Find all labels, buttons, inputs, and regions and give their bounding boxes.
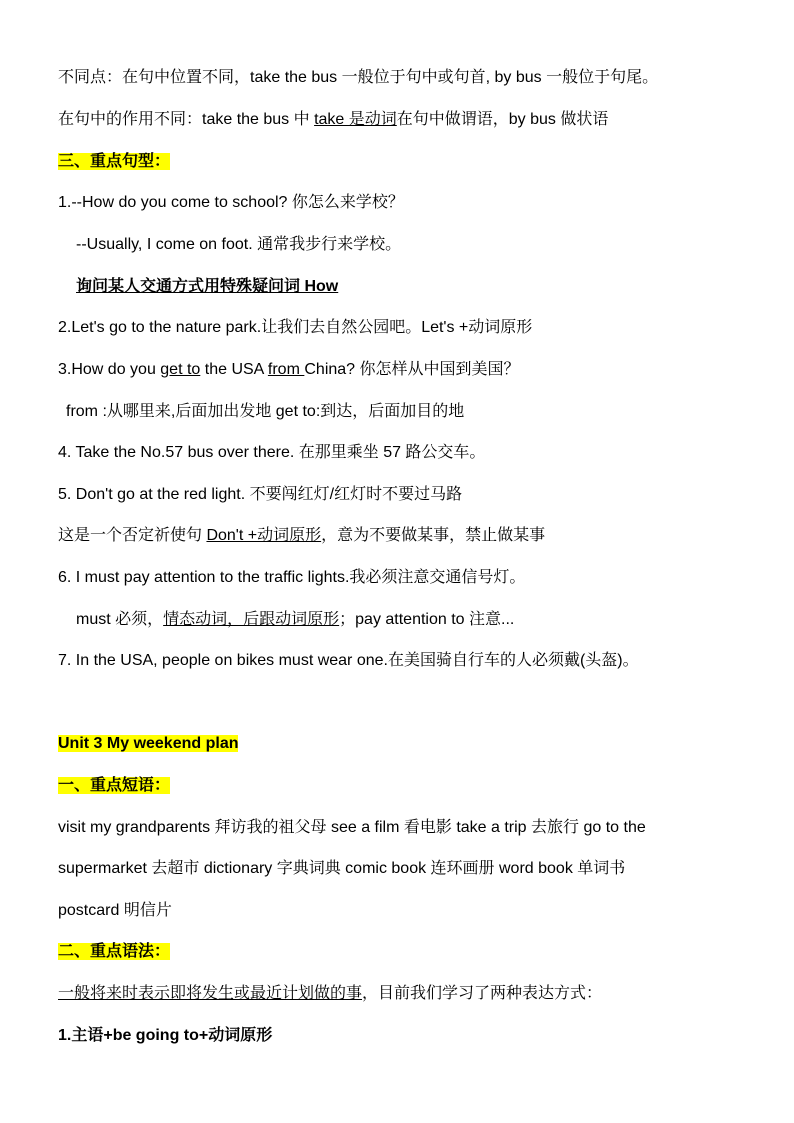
- text-span: ；pay attention to 注意...: [339, 611, 515, 628]
- text-span: 不同点：在句中位置不同，take the bus 一般位于句中或句首, by bus 一般位于句尾。: [58, 69, 659, 86]
- text-span: 4. Take the No.57 bus over there. 在那里乘坐 57 路公交车。: [58, 444, 486, 461]
- text-span: the USA: [200, 361, 268, 378]
- text-span: 在句中做谓语，by bus 做状语: [396, 111, 609, 128]
- text-span: 这是一个否定祈使句: [58, 527, 207, 544]
- text-span: visit my grandparents 拜访我的祖父母 see a film 看电影 take a trip 去旅行 go to the: [58, 819, 646, 836]
- sentence-1-answer: [76, 233, 401, 257]
- sentence-3: [58, 358, 520, 382]
- sentence-2: [58, 316, 532, 340]
- underlined-text: Don't +动词原形: [206, 527, 322, 544]
- sentence-6: [58, 566, 525, 590]
- highlighted-heading: 二、重点语法：: [58, 943, 171, 960]
- text-span: 在句中的作用不同：take the bus 中: [58, 111, 315, 128]
- underlined-text: from: [267, 361, 305, 378]
- sentence-1-question: [58, 191, 404, 215]
- text-line-difference-function: [58, 108, 608, 132]
- text-span: 1.--How do you come to school? 你怎么来学校？: [58, 194, 404, 211]
- unit-title: [58, 732, 238, 756]
- underlined-text: take 是动词: [314, 111, 397, 128]
- note-from-get-to: [66, 400, 464, 424]
- underlined-text: get to: [160, 361, 201, 378]
- text-span: postcard 明信片: [58, 902, 172, 919]
- highlighted-heading: 三、重点句型：: [58, 153, 171, 170]
- phrases-line-2: [58, 857, 625, 881]
- text-span: ，目前我们学习了两种表达方式：: [362, 985, 603, 1002]
- text-span: China? 你怎样从中国到美国？: [304, 361, 520, 378]
- text-span: ，意为不要做某事，禁止做某事: [321, 527, 546, 544]
- text-span: 3.How do you: [58, 361, 161, 378]
- section-heading-grammar: [58, 940, 170, 964]
- text-span: 2.Let's go to the nature park.让我们去自然公园吧。Let's +动词原形: [58, 319, 533, 336]
- phrases-line-3: [58, 899, 172, 923]
- note-how-question: [76, 275, 338, 299]
- text-span: 7. In the USA, people on bikes must wear one.在美国骑自行车的人必须戴(头盔)。: [58, 652, 639, 669]
- text-line-difference-position: [58, 66, 658, 90]
- grammar-intro: [58, 982, 602, 1006]
- text-span: 5. Don't go at the red light. 不要闯红灯/红灯时不要过马路: [58, 486, 463, 503]
- note-negative-imperative: [58, 524, 545, 548]
- text-span: supermarket 去超市 dictionary 字典词典 comic book 连环画册 word book 单词书: [58, 860, 626, 877]
- sentence-4: [58, 441, 485, 465]
- underlined-text: 一般将来时表示即将发生或最近计划做的事: [58, 985, 363, 1002]
- phrases-line-1: [58, 816, 646, 840]
- highlighted-heading: 一、重点短语：: [58, 777, 171, 794]
- section-heading-key-phrases: [58, 774, 170, 798]
- highlighted-unit-title: Unit 3 My weekend plan: [58, 735, 239, 752]
- section-heading-key-sentences: [58, 150, 170, 174]
- note-must: [76, 608, 514, 632]
- underlined-text: 情态动词，后跟动词原形: [163, 611, 340, 628]
- sentence-7: [58, 649, 639, 673]
- bold-underlined-note: 询问某人交通方式用特殊疑问词 How: [76, 278, 339, 295]
- grammar-point-1: [58, 1024, 272, 1048]
- text-span: from :从哪里来,后面加出发地 get to:到达，后面加目的地: [66, 403, 465, 420]
- bold-text: 1.主语+be going to+动词原形: [58, 1027, 273, 1044]
- text-span: must 必须，: [76, 611, 164, 628]
- sentence-5: [58, 483, 462, 507]
- text-span: 6. I must pay attention to the traffic lights.我必须注意交通信号灯。: [58, 569, 526, 586]
- text-span: --Usually, I come on foot. 通常我步行来学校。: [76, 236, 402, 253]
